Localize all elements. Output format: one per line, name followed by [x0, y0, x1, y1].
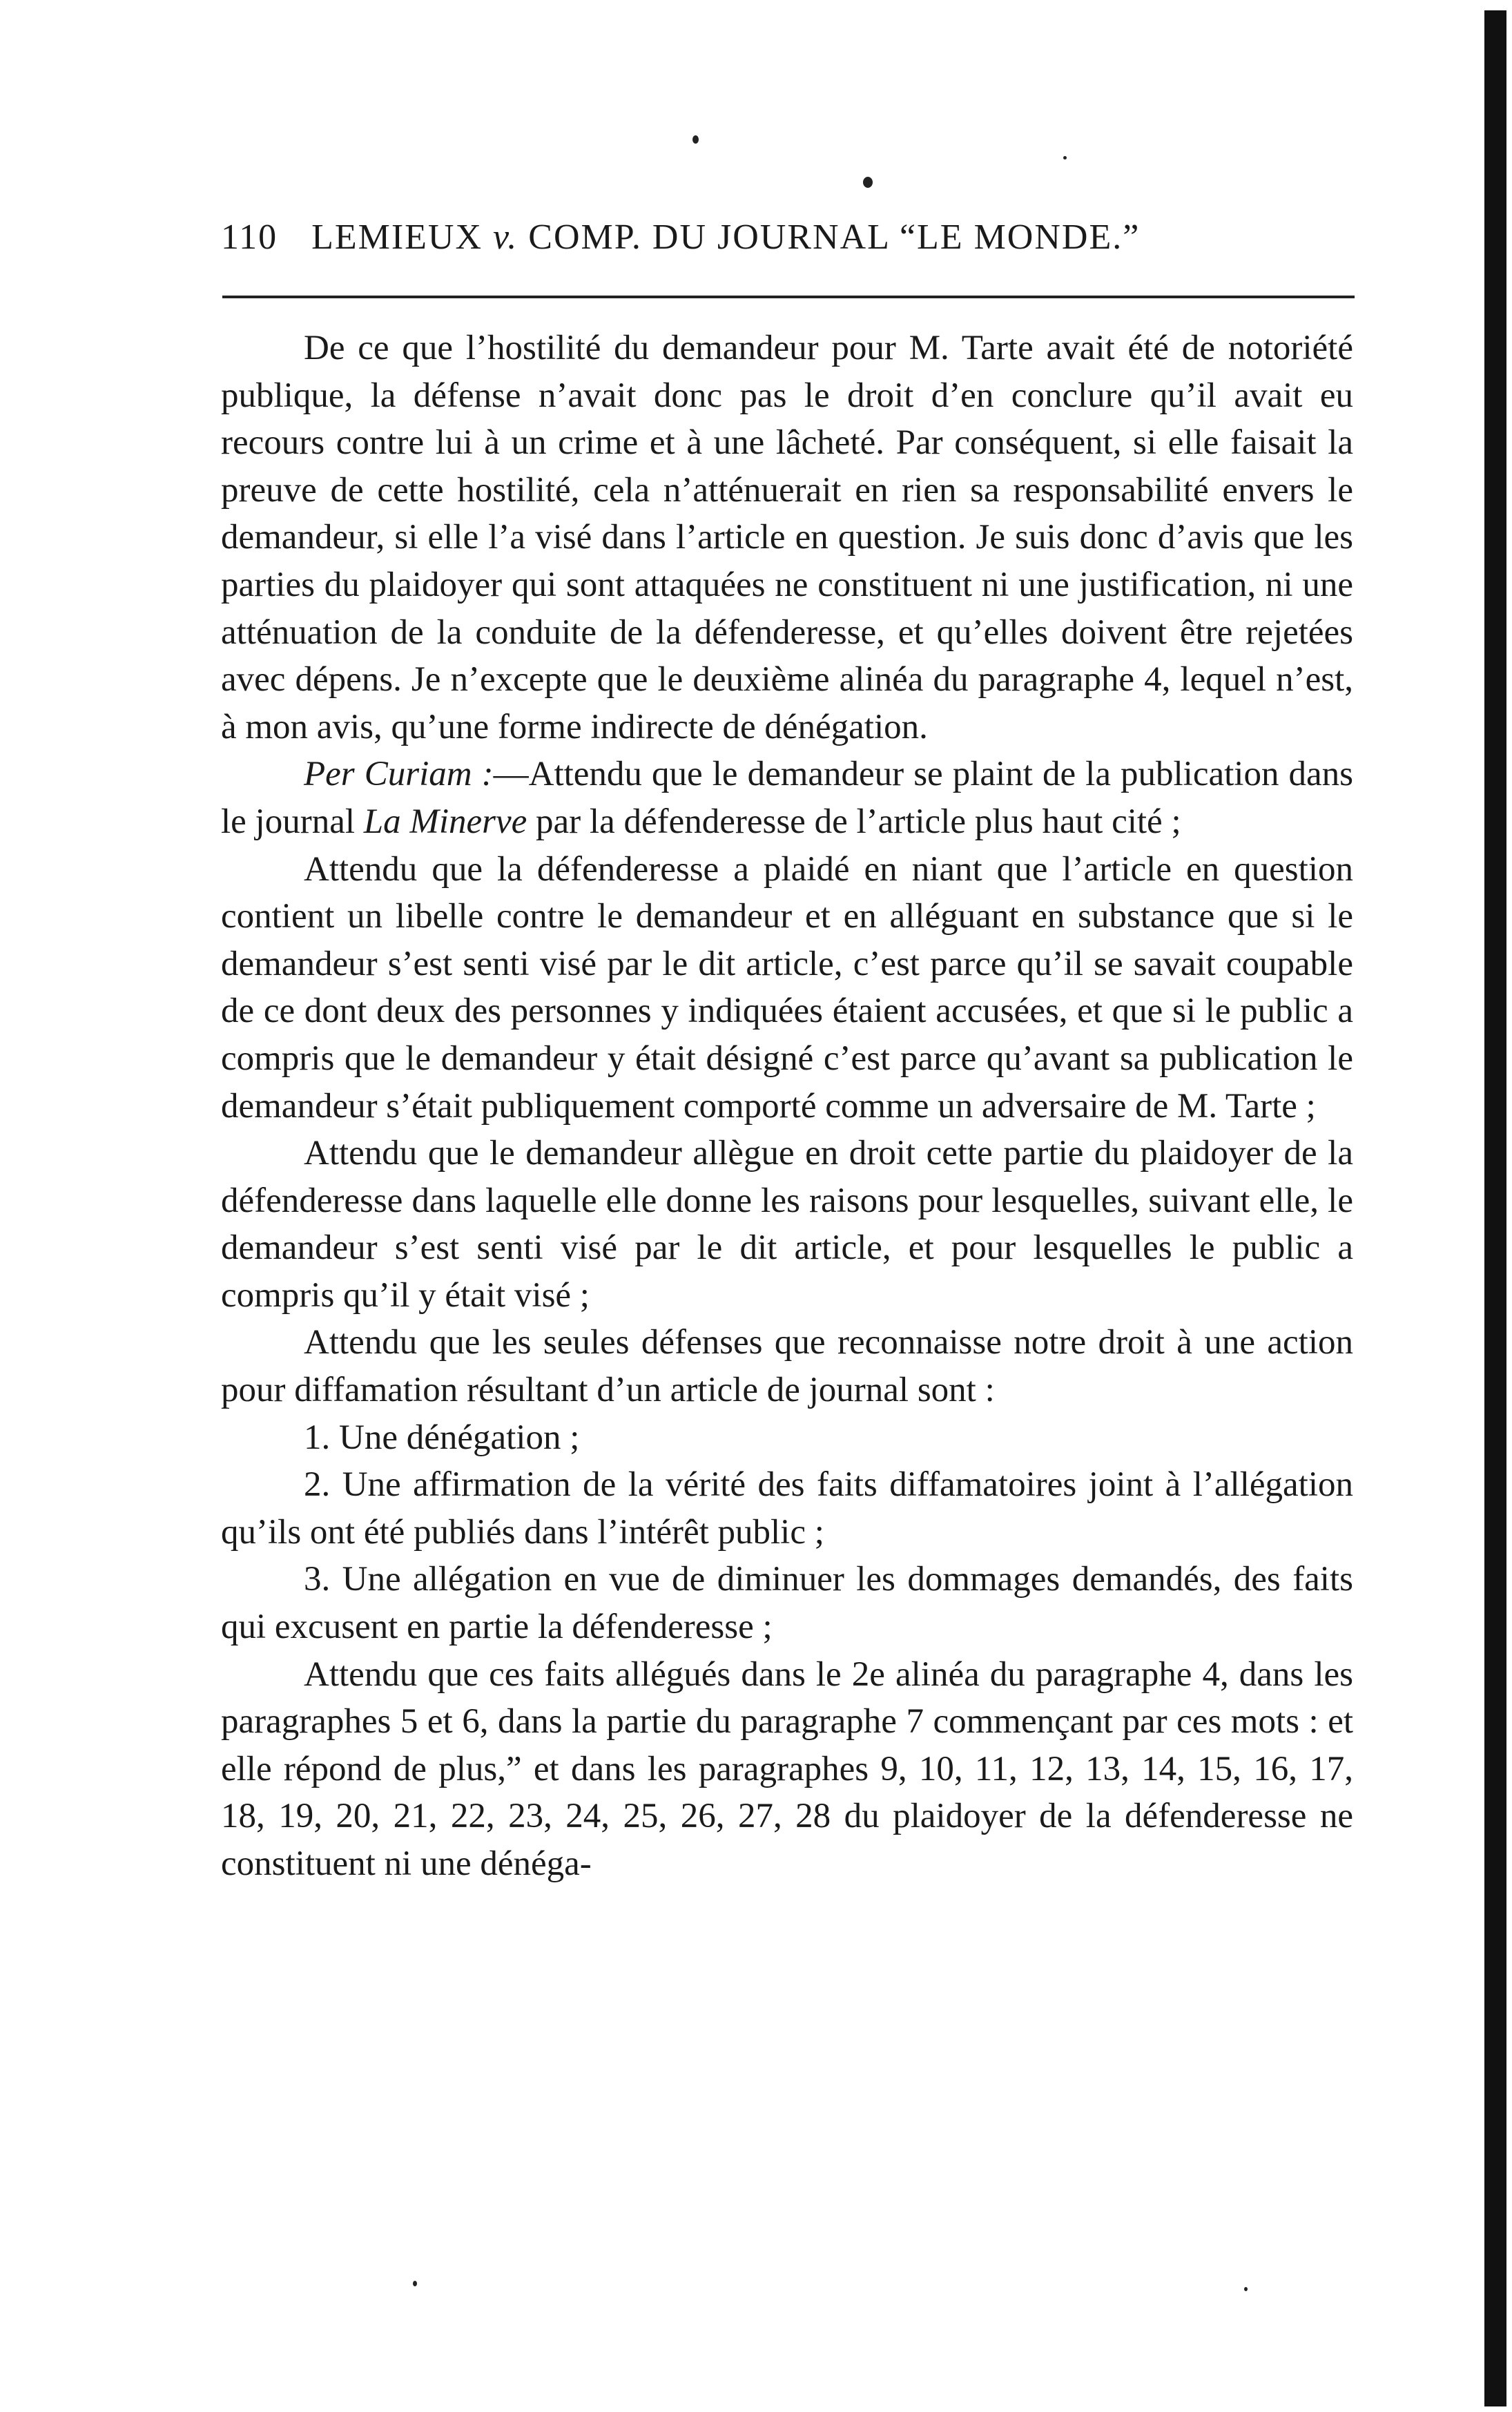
ink-speck	[1063, 156, 1067, 160]
page-number: 110	[221, 218, 278, 257]
paragraph-per-curiam	[221, 751, 1353, 845]
paragraph-attendu-plea: Attendu que la défenderesse a plaidé en niant que l’article en question contient un libelle contre le demandeur et en alléguant en substance que si le demandeur s’est senti visé par le dit article, c’est parce qu’il se savait coupable de ce dont deux des personnes y indiquées étaient accusées, et que si le public a compris que le demandeur y était désigné c’est parce qu’avant sa publication le demandeur s’était publiquement comporté comme un adversaire de M. Tarte ;	[221, 849, 1353, 1126]
header-party-one: LEMIEUX	[311, 218, 483, 257]
paragraph-attendu-defenses: Attendu que les seules défenses que reconnaisse notre droit à une action pour diffamation résultant d’un article de journal sont :	[221, 1323, 1353, 1410]
page-body	[221, 325, 1353, 1888]
list-item-defense-2: 2. Une affirmation de la vérité des faits diffamatoires joint à l’allégation qu’ils ont été publiés dans l’intérêt public ;	[221, 1465, 1353, 1552]
ink-speck	[1244, 2287, 1248, 2291]
paragraph-attendu-facts: Attendu que ces faits allégués dans le 2e alinéa du paragraphe 4, dans les paragraphes 5 et 6, dans la partie du paragraphe 7 commençant par ces mots : et elle répond de plus,” et dans les paragraphes 9, 10, 11, 12, 13, 14, 15, 16, 17, 18, 19, 20, 21, 22, 23, 24, 25, 26, 27, 28 du plaidoyer de la défenderesse ne constituent ni une dénéga-	[221, 1654, 1353, 1883]
per-curiam-text-b: par la défenderesse de l’article plus haut cité ;	[536, 802, 1181, 841]
list-item-defense-3: 3. Une allégation en vue de diminuer les dommages demandés, des faits qui excusent en partie la défenderesse ;	[221, 1560, 1353, 1647]
page-edge-shadow	[1484, 10, 1506, 2406]
header-versus: v.	[493, 218, 518, 257]
per-curiam-label: Per Curiam :	[304, 755, 494, 794]
running-header	[221, 220, 1353, 255]
ink-speck	[413, 2281, 417, 2286]
ink-speck	[863, 177, 873, 188]
list-item-defense-1: 1. Une dénégation ;	[304, 1418, 580, 1457]
journal-name: La Minerve	[363, 802, 527, 841]
header-party-two: COMP. DU JOURNAL “LE MONDE.”	[528, 218, 1141, 257]
ink-speck	[692, 135, 699, 144]
paragraph-attendu-law: Attendu que le demandeur allègue en droit cette partie du plaidoyer de la défenderesse dans laquelle elle donne les raisons pour lesquelles, suivant elle, le demandeur s’est senti visé par le dit article, et pour lesquelles le public a compris qu’il y était visé ;	[221, 1134, 1353, 1315]
paragraph-opinion-end: De ce que l’hostilité du demandeur pour M. Tarte avait été de notoriété publique, la défense n’avait donc pas le droit d’en conclure qu’il avait eu recours contre lui à un crime et à une lâcheté. Par conséquent, si elle faisait la preuve de cette hostilité, cela n’atténuerait en rien sa responsabilité envers le demandeur, si elle l’a visé dans l’article en question. Je suis donc d’avis que les parties du plaidoyer qui sont attaquées ne constituent ni une justification, ni une atténuation de la conduite de la défenderesse, et qu’elles doivent être rejetées avec dépens. Je n’excepte que le deuxième alinéa du paragraphe 4, lequel n’est, à mon avis, qu’une forme indirecte de dénégation.	[221, 329, 1353, 746]
per-curiam-text-a: —Attendu que le demandeur se plaint de la publication dans le journal	[221, 755, 1354, 841]
header-rule	[222, 296, 1355, 298]
